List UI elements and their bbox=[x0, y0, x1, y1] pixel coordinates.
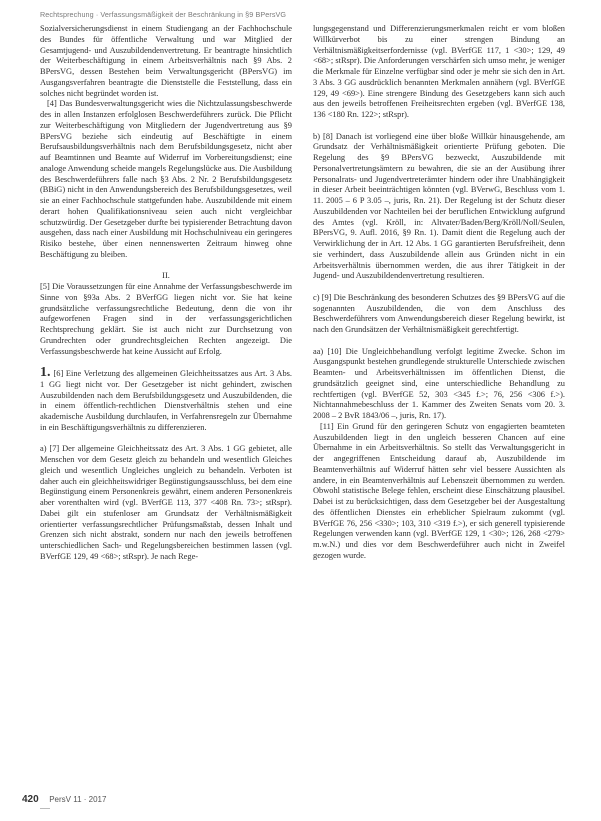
paragraph: c) [9] Die Beschränkung des besonderen Schutzes des §9 BPersVG auf die sogenannten Auszubildenden, die von dem Anschluss des Beschwerdeführers vom Anwendungsbereich dieser Regelung bewirkt, ist nach den Grundsätzen der Verhältnismäßigkeit gerechtfertigt. bbox=[313, 292, 565, 334]
paragraph: a) [7] Der allgemeine Gleichheitssatz des Art. 3 Abs. 1 GG gebietet, alle Menschen vor dem Gesetz gleich zu behandeln und wesentlich Gleiches gleich und wesentlich Ungleiches ungleich zu behandeln. Verboten ist daher auch ein gleichheitswidriger Begünstigungsausschluss, bei dem eine Begünstigung einem Personenkreis gewährt, einem anderen Personenkreis aber vorenthalten wird (vgl. BVerfGE 113, 377 <408 Rn. 73>; stRspr). Dabei gilt ein stufenloser am Grundsatz der Verhältnismäßigkeit orientierter verfassungsrechtlicher Prüfungsmaßstab, dessen Inhalt und Grenzen sich nicht abstrakt, sondern nur nach den jeweils betroffenen unterschiedlichen Sach- und Regelungsbereichen bestimmen lassen (vgl. BVerfGE 129, 49 <68>; stRspr). Je nach Rege- bbox=[40, 444, 292, 561]
right-column bbox=[313, 24, 565, 794]
paragraph: Sozialversicherungsdienst in einem Studiengang an der Fachhochschule des Bundes für öffentliche Verwaltung und war Mitglied der Gesamtjugend- und Auszubildendenvertretung. Er beantragte hinsichtlich der Weiterbeschäftigung in einem Arbeitsverhältnis nach §9 Abs. 2 BPersVG, dessen Bestehen beim Verwaltungsgericht (BPersVG) im Ausgangsverfahren beantragte die Dienststelle die Feststellung, dass ein solches nicht begründet worden ist. bbox=[40, 24, 292, 98]
section-heading-roman: II. bbox=[162, 271, 170, 281]
journal-name: PersV 11 · 2017 bbox=[49, 795, 107, 804]
page-number: 420 bbox=[22, 794, 39, 805]
paragraph: lungsgegenstand und Differenzierungsmerkmalen reicht er vom bloßen Willkürverbot bis zu einer strengen Bindung an Verhältnismäßigkeitserfordernisse (vgl. BVerfGE 117, 1 <30>; 129, 49 <68>; stRspr). Die Anforderungen verschärfen sich umso mehr, je weniger die Merkmale für Einzelne verfügbar sind oder je mehr sie sich den in Art. 3 Abs. 3 GG ausdrücklich benannten Merkmalen annähern (vgl. BVerfGE 129, 49 <69>). Eine strengere Bindung des Gesetzgebers kann sich auch aus den jeweils betroffenen Freiheitsrechten ergeben (vgl. BVerfGE 138, 136 <180 Rn. 122>; stRspr). bbox=[313, 24, 565, 119]
subparagraph-aa bbox=[313, 347, 565, 422]
footer-rule bbox=[40, 808, 50, 809]
paragraph: [4] Das Bundesverwaltungsgericht wies die Nichtzulassungsbeschwerde des in allen Instanzen erfolglosen Beschwerdeführers zurück. Die Pflicht zur Weiterbeschäftigung von Mitgliedern der Jugendvertretung aus §9 BPersVG beziehe sich eindeutig auf Beschäftigte in einem Berufsausbildungsverhältnis nach dem Berufsbildungsgesetz, nicht aber auf Beamtinnen und Beamte auf Widerruf im Vorbereitungsdienst; eine analoge Anwendung scheide mangels Regelungslücke aus. Die Ausbildung des Beschwerdeführers falle nach §3 Abs. 2 Nr. 2 Berufsbildungsgesetz (BBiG) nicht in den Anwendungsbereich des Berufsbildungsgesetzes, weil sie an einer Fachhochschule stattgefunden habe. Auszubildende mit einem derart hohen Qualifikationsniveau seien auch nicht vergleichbar schutzwürdig. Der Gesetzgeber durfte bei typisierender Betrachtung davon ausgehen, dass nach einer Ausbildung mit Hochschulniveau ein geringeres Risiko bestehe, über einen nennenswerten Zeitraum hinweg ohne Beschäftigung zu bleiben. bbox=[40, 99, 292, 259]
left-column bbox=[40, 24, 292, 794]
paragraph: [11] Ein Grund für den geringeren Schutz von engagierten beamteten Auszubildenden liegt in den ungleich besseren Chancen auf eine Übernahme in ein Arbeitsverhältnis. So stellt das Verwaltungsgericht in der angegriffenen Entscheidung darauf ab, Auszubildende im Beamtenverhältnis auf Widerruf hätten sehr viel bessere Aussichten als andere, in ein Beamtenverhältnis auf Lebenszeit übernommen zu werden. Obwohl statistische Belege fehlen, erscheint diese Einschätzung plausibel. Dabei ist zu berücksichtigen, dass dem Gesetzgeber bei der Ausgestaltung des öffentlichen Dienstes ein erheblicher Spielraum zukommt (vgl. BVerfGE 76, 256 <330>; 103, 310 <319 f.>), er sich generell typisierende Regelungen verwenden kann (vgl. BVerfGE 129, 1 <30>; 126, 268 <279> m.w.N.) und dies vor dem Beschwerdeführer auch nicht in Zweifel gezogen wurde. bbox=[313, 421, 565, 560]
subparagraph-text: [10] Die Ungleichbehandlung verfolgt legitime Zwecke. Schon im Ausgangspunkt bestehen grundlegende strukturelle Unterschiede zwischen Beamten- und Arbeitsverhältnissen im öffentlichen Dienst, die grundsätzlich geeignet sind, eine unterschiedliche Behandlung zu rechtfertigen (vgl. BVerfGE 52, 303 <345 f.>; 76, 256 <306 f.>). Nichtannahmebeschluss der 1. Kammer des Zweiten Senats vom 20. 3. 2008 – 2 BvR 1843/06 –, juris, Rn. 17). bbox=[313, 346, 565, 420]
paragraph: b) [8] Danach ist vorliegend eine über bloße Willkür hinausgehende, am Grundsatz der Verhältnismäßigkeit orientierte Prüfung geboten. Die Regelung des §9 BPersVG bezweckt, Auszubildende mit Personalvertretungsämtern zu bewahren, die sie an der Ausübung ihrer Personalrats- und Jugendvertreterämter hindern oder ihre Unabhängigkeit in dieser Arbeit beeinträchtigen könnten (vgl. BVerwG, Beschluss vom 1. 11. 2005 – 6 P 3.05 –, juris, Rn. 21). Der Regelung ist der Schutz dieser Auszubildenden vor Nachteilen bei der beruflichen Entwicklung aufgrund des Amtes (vgl. Kröll, in: Altvater/Baden/Berg/Kröll/Noll/Seulen, BPersVG, 9. Aufl. 2016, §9 Rn. 1). Damit dient die Regelung auch der Verwirklichung der in Art. 12 Abs. 1 GG garantierten Berufsfreiheit, denn sie verhindert, dass Auszubildende allein aus Gründen nicht in ein Arbeitsverhältnis übernommen werden, die aus ihrer Tätigkeit in der Jugend- und Auszubildendenvertretung resultieren. bbox=[313, 131, 565, 281]
running-head: Rechtsprechung · Verfassungsmäßigkeit der Beschränkung in §9 BPersVG bbox=[40, 10, 287, 19]
paragraph: [5] Die Voraussetzungen für eine Annahme der Verfassungsbeschwerde im Sinne von §93a Abs. 2 BVerfGG liegen nicht vor. Sie hat keine grundsätzliche verfassungsrechtliche Bedeutung, denn die von ihr aufgeworfenen Fragen sind in der verfassungsgerichtlichen Rechtsprechung geklärt. Sie ist auch nicht zur Durchsetzung von Grundrechten oder grundrechtsgleichen Rechten angezeigt. Die Verfassungsbeschwerde hat keine Aussicht auf Erfolg. bbox=[40, 282, 292, 356]
page-body bbox=[40, 24, 566, 794]
section-text: [6] Eine Verletzung des allgemeinen Gleichheitssatzes aus Art. 3 Abs. 1 GG liegt nicht vor. Der Gesetzgeber ist nicht gehindert, zwischen Auszubildenden nach dem Berufsbildungsgesetz und Auszubildenden, die in einem öffentlich-rechtlichen Dienstverhältnis stehen und eine akademische Ausbildung durchlaufen, in Verfahrensregeln zur Übernahme in ein Beschäftigungsverhältnis zu differenzieren. bbox=[40, 369, 292, 432]
numbered-section bbox=[40, 365, 292, 434]
page-footer bbox=[22, 794, 106, 805]
subparagraph-label: aa) bbox=[313, 346, 324, 356]
section-number: 1. bbox=[40, 365, 51, 380]
